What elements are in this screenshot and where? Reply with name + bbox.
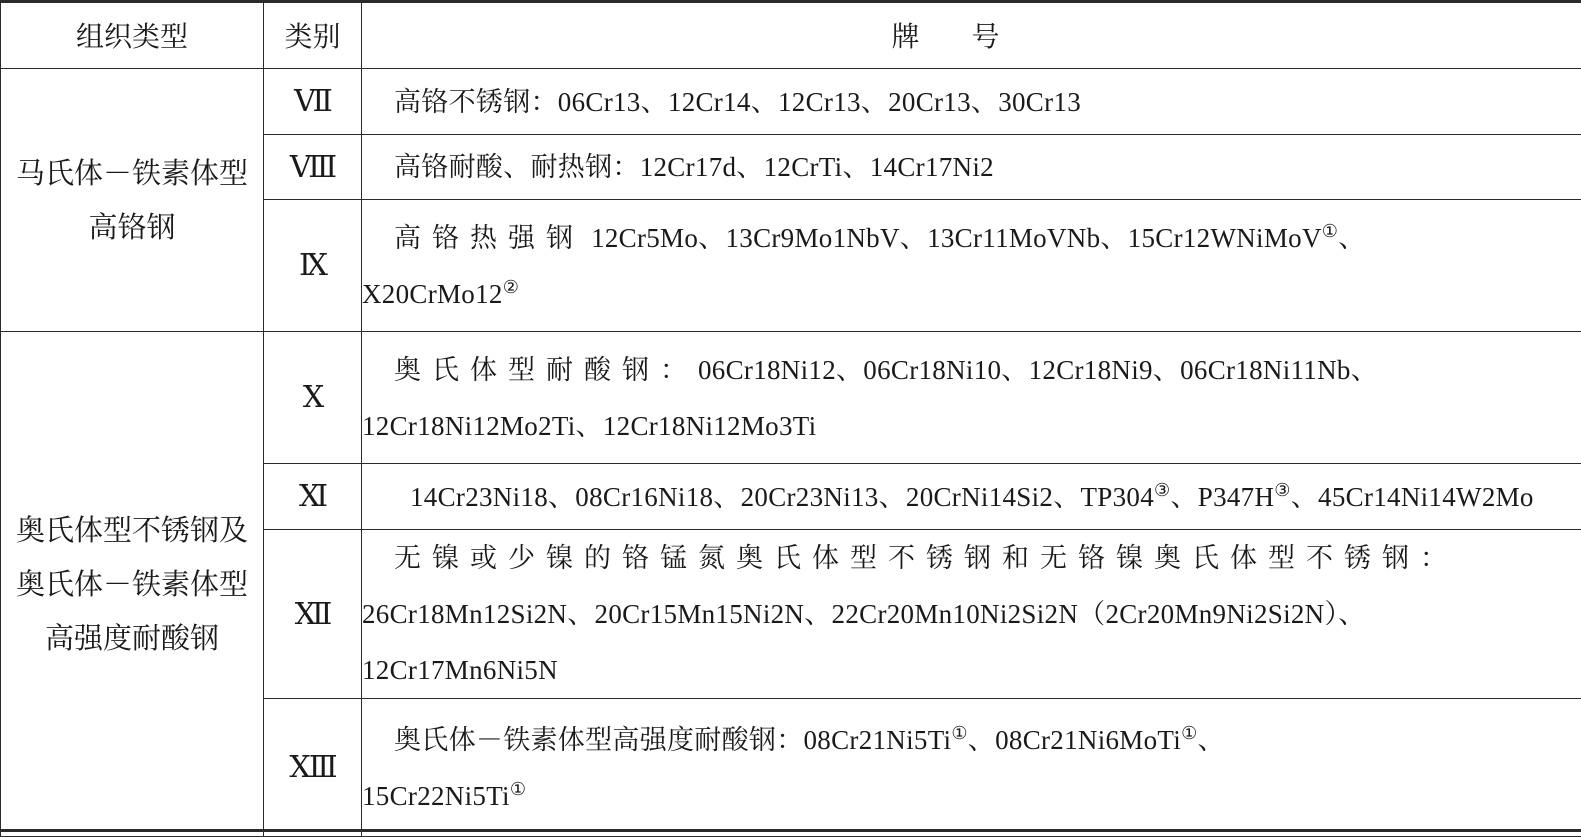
grade-text: 无镍或少镍的铬锰氮奥氏体型不锈钢和无铬镍奥氏体型不锈钢： [394, 543, 1458, 573]
grade-cell [362, 135, 1581, 200]
group-label-line: 高铬钢 [1, 200, 263, 254]
class-cell: Ⅻ [264, 530, 362, 699]
grade-cell [362, 699, 1581, 837]
group-label-line: 奥氏体－铁素体型 [1, 557, 263, 611]
group-martensitic-ferritic [1, 69, 264, 332]
grade-text: 12Cr18Ni12Mo2Ti、12Cr18Ni12Mo3Ti [362, 411, 816, 441]
grade-cell [362, 332, 1581, 464]
grade-text: 高铬耐酸、耐热钢：12Cr17d、12CrTi、14Cr17Ni2 [394, 152, 994, 182]
grade-text: 高铬热强钢 [394, 223, 584, 253]
header-grade [362, 1, 1581, 69]
footnote-mark: ① [1181, 723, 1197, 743]
grade-cell [362, 530, 1581, 699]
class-cell: Ⅺ [264, 464, 362, 530]
grade-text: 高铬不锈钢：06Cr13、12Cr14、12Cr13、20Cr13、30Cr13 [394, 87, 1081, 117]
grade-cell [362, 200, 1581, 332]
grade-cell [362, 69, 1581, 135]
group-label-line: 奥氏体型不锈钢及 [1, 503, 263, 557]
grade-text: X20CrMo12 [362, 279, 503, 309]
footnote-mark: ① [1322, 221, 1338, 241]
table-row [1, 69, 1581, 135]
header-grade-text: 牌号 [891, 20, 1051, 53]
grade-text: 、08Cr21Ni6MoTi [968, 725, 1181, 755]
footnote-mark: ② [503, 277, 519, 297]
table-row [1, 332, 1581, 464]
group-label-line: 马氏体－铁素体型 [1, 146, 263, 200]
group-label-line: 高强度耐酸钢 [1, 611, 263, 665]
class-cell: Ⅶ [264, 69, 362, 135]
grade-text: 26Cr18Mn12Si2N、20Cr15Mn15Ni2N、22Cr20Mn10Ni2Si2N（2Cr20Mn9Ni2Si2N）、 [362, 599, 1366, 629]
footnote-mark: ① [510, 779, 526, 799]
class-cell: Ⅹ [264, 332, 362, 464]
class-cell: Ⅷ [264, 135, 362, 200]
class-cell: Ⅸ [264, 200, 362, 332]
grade-text: 12Cr5Mo、13Cr9Mo1NbV、13Cr11MoVNb、15Cr12WNiMoV [591, 223, 1322, 253]
footnote-mark: ③ [1154, 480, 1170, 500]
grade-text: 、45Cr14Ni14W2Mo [1291, 482, 1534, 512]
grade-text: 15Cr22Ni5Ti [362, 781, 510, 811]
grade-text: 奥氏体－铁素体型高强度耐酸钢：08Cr21Ni5Ti [394, 725, 951, 755]
class-cell: ⅩⅢ [264, 699, 362, 837]
header-structure-type: 组织类型 [1, 1, 264, 69]
grade-text: 奥氏体型耐酸钢： [394, 355, 698, 385]
footnote-mark: ① [951, 723, 967, 743]
group-austenitic [1, 332, 264, 837]
grade-text: 、 [1198, 725, 1225, 755]
grade-text: 06Cr18Ni12、06Cr18Ni10、12Cr18Ni9、06Cr18Ni11Nb、 [698, 355, 1378, 385]
grade-text: 14Cr23Ni18、08Cr16Ni18、20Cr23Ni13、20CrNi14Si2、TP304 [410, 482, 1154, 512]
grade-text: 12Cr17Mn6Ni5N [362, 655, 558, 685]
footnote-mark: ③ [1274, 480, 1290, 500]
header-class: 类别 [264, 1, 362, 69]
grade-cell [362, 464, 1581, 530]
grade-text: 、 [1338, 223, 1365, 253]
grade-text: 、P347H [1170, 482, 1274, 512]
table-header-row [1, 1, 1581, 69]
